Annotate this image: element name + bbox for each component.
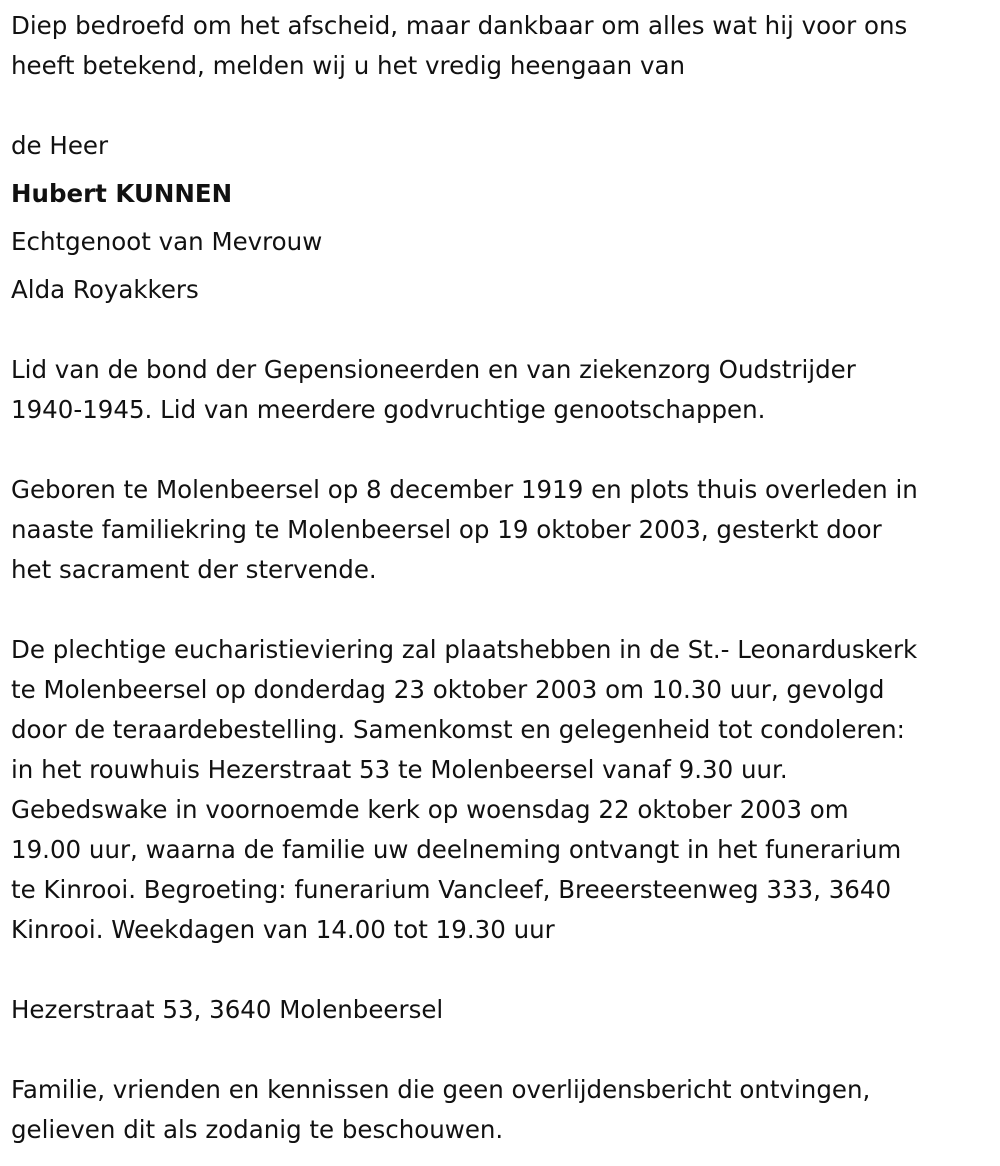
text-line: heeft betekend, melden wij u het vredig heengaan van xyxy=(11,51,685,80)
ceremony-paragraph xyxy=(11,630,996,950)
text-line: te Molenbeersel op donderdag 23 oktober 2003 om 10.30 uur, gevolgd xyxy=(11,675,885,704)
membership-paragraph xyxy=(11,350,996,430)
text-line: gelieven dit als zodanig te beschouwen. xyxy=(11,1115,504,1144)
text-line: De plechtige eucharistieviering zal plaatshebben in de St.- Leonarduskerk xyxy=(11,635,918,664)
spouse-line: Echtgenoot van Mevrouw xyxy=(11,227,323,256)
deceased-block xyxy=(11,126,996,310)
obituary-document xyxy=(11,6,996,1150)
text-line: in het rouwhuis Hezerstraat 53 te Molenbeersel vanaf 9.30 uur. xyxy=(11,755,788,784)
text-line: het sacrament der stervende. xyxy=(11,555,377,584)
birth-death-paragraph xyxy=(11,470,996,590)
text-line: Lid van de bond der Gepensioneerden en van ziekenzorg Oudstrijder xyxy=(11,355,856,384)
text-line: 1940-1945. Lid van meerdere godvruchtige genootschappen. xyxy=(11,395,766,424)
deceased-name: Hubert KUNNEN xyxy=(11,179,233,208)
spouse-name: Alda Royakkers xyxy=(11,275,199,304)
address-line: Hezerstraat 53, 3640 Molenbeersel xyxy=(11,995,444,1024)
text-line: Familie, vrienden en kennissen die geen overlijdensbericht ontvingen, xyxy=(11,1075,871,1104)
address-paragraph xyxy=(11,990,996,1030)
text-line: naaste familiekring te Molenbeersel op 19 oktober 2003, gesterkt door xyxy=(11,515,882,544)
salutation: de Heer xyxy=(11,131,109,160)
text-line: door de teraardebestelling. Samenkomst en gelegenheid tot condoleren: xyxy=(11,715,905,744)
text-line: Gebedswake in voornoemde kerk op woensdag 22 oktober 2003 om xyxy=(11,795,849,824)
intro-paragraph xyxy=(11,6,996,86)
text-line: Geboren te Molenbeersel op 8 december 1919 en plots thuis overleden in xyxy=(11,475,918,504)
closing-paragraph xyxy=(11,1070,996,1150)
text-line: Kinrooi. Weekdagen van 14.00 tot 19.30 uur xyxy=(11,915,555,944)
text-line: 19.00 uur, waarna de familie uw deelneming ontvangt in het funerarium xyxy=(11,835,902,864)
text-line: te Kinrooi. Begroeting: funerarium Vancleef, Breeersteenweg 333, 3640 xyxy=(11,875,892,904)
text-line: Diep bedroefd om het afscheid, maar dankbaar om alles wat hij voor ons xyxy=(11,11,908,40)
